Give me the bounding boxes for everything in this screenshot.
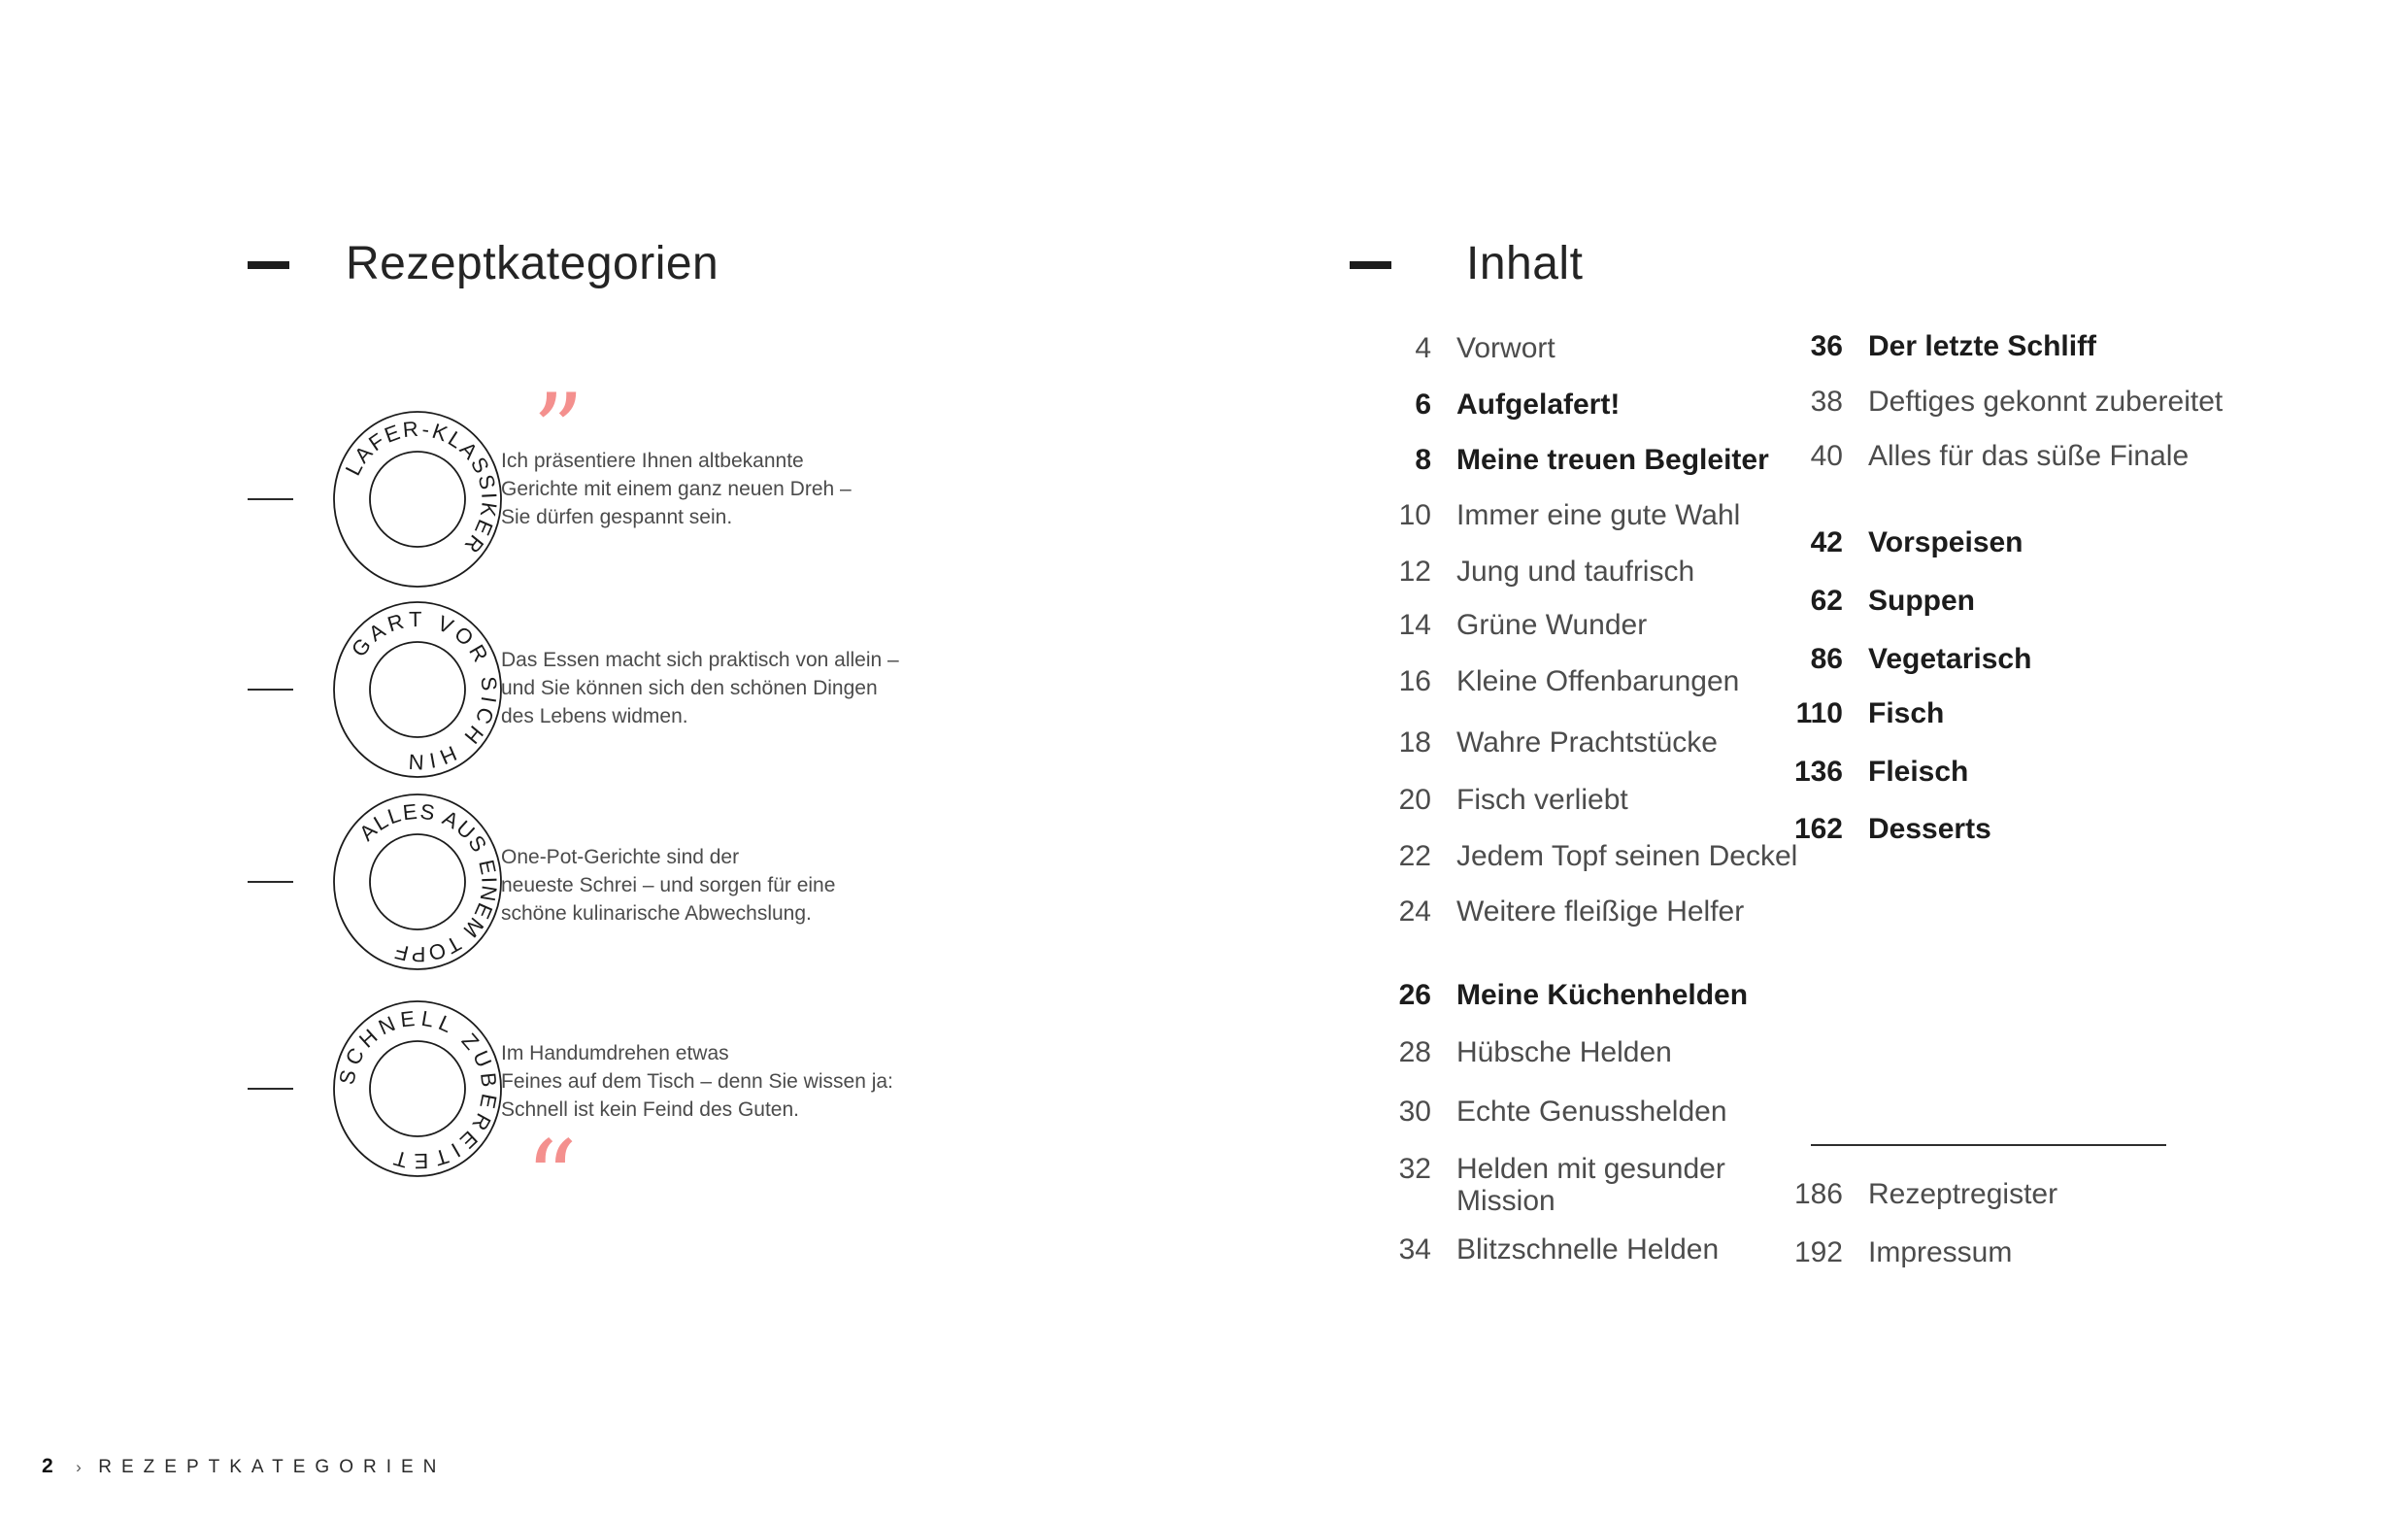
toc-entry: 86 Vegetarisch (1810, 643, 2032, 675)
toc-entry: 186 Rezeptregister (1793, 1178, 2058, 1210)
badge-rule-3 (248, 881, 293, 883)
toc-entry: 16 Kleine Offenbarungen (1398, 665, 1740, 697)
toc-entry: 18 Wahre Prachtstücke (1398, 726, 1718, 759)
toc-entry: 8 Meine treuen Begleiter (1415, 444, 1769, 476)
page-footer (42, 1455, 446, 1478)
toc-entry: 36 Der letzte Schliff (1810, 330, 2097, 362)
toc-divider-line (1811, 1144, 2166, 1146)
badge-ring-text: GART VOR SICH HIN (346, 606, 502, 775)
toc-entry: 22 Jedem Topf seinen Deckel (1398, 840, 1798, 872)
toc-entry: 26 Meine Küchenhelden (1398, 979, 1749, 1011)
toc-entry: 62 Suppen (1810, 585, 1975, 617)
badge-rule-1 (248, 498, 293, 500)
right-page-title: Inhalt (1466, 238, 1584, 289)
toc-entry: 24 Weitere fleißige Helfer (1398, 895, 1745, 928)
toc-entry: 162 Desserts (1793, 813, 1991, 845)
toc-entry: 42 Vorspeisen (1810, 526, 2023, 558)
toc-entry: 28 Hübsche Helden (1398, 1036, 1672, 1068)
badge-ring-text: SCHNELL ZUBEREITET (334, 1005, 502, 1174)
toc-entry: 14 Grüne Wunder (1398, 609, 1648, 641)
category-description-1: Ich präsentiere Ihnen altbekannte Gerichte mit einem ganz neuen Dreh – Sie dürfen gespannt sein. (501, 450, 852, 528)
left-page-title: Rezeptkategorien (346, 238, 719, 289)
toc-entry: 110 Fisch (1795, 697, 1945, 729)
toc-entry: 30 Echte Genusshelden (1398, 1096, 1727, 1128)
toc-entry: 32 Helden mit gesunder Mission (1398, 1153, 1725, 1217)
badge-inner-ring (370, 1041, 465, 1136)
category-description-2: Das Essen macht sich praktisch von allein – und Sie können sich den schönen Dingen des Lebens widmen. (501, 649, 899, 727)
badge-rule-4 (248, 1088, 293, 1090)
badge-ring-text: LAFER-KLASSIKER (340, 416, 502, 559)
left-title-dash (248, 261, 289, 269)
closing-quote-icon: ” (532, 372, 585, 490)
badge-rule-2 (248, 689, 293, 691)
category-badge-gart-vor-sich-hin (320, 592, 515, 787)
footer-section-label: REZEPTKATEGORIEN (98, 1457, 447, 1477)
toc-entry: 4 Vorwort (1415, 332, 1555, 364)
toc-column-right (1765, 0, 2348, 1360)
category-badge-schnell-zubereitet (320, 992, 515, 1186)
category-description-3: One-Pot-Gerichte sind der neueste Schrei – und sorgen für eine schöne kulinarische Abwechslung. (501, 846, 836, 925)
page-number: 2 (42, 1455, 53, 1477)
toc-entry: 12 Jung und taufrisch (1398, 556, 1695, 588)
toc-entry: 6 Aufgelafert! (1415, 388, 1621, 421)
toc-entry: 20 Fisch verliebt (1398, 784, 1628, 816)
badge-inner-ring (370, 452, 465, 547)
footer-separator: › (76, 1458, 82, 1476)
badge-inner-ring (370, 642, 465, 737)
toc-entry: 136 Fleisch (1793, 756, 1969, 788)
badge-ring-text: ALLES AUS EINEM TOPF (354, 798, 502, 967)
category-badge-alles-aus-einem-topf (320, 785, 515, 979)
category-badge-lafer-klassiker (320, 402, 515, 596)
opening-quote-icon: “ (525, 1119, 578, 1237)
toc-entry: 10 Immer eine gute Wahl (1398, 499, 1741, 531)
toc-entry: 40 Alles für das süße Finale (1810, 440, 2190, 472)
category-description-4: Im Handumdrehen etwas Feines auf dem Tisch – denn Sie wissen ja: Schnell ist kein Feind des Guten. (501, 1042, 893, 1121)
toc-entry: 192 Impressum (1793, 1236, 2013, 1268)
toc-entry: 34 Blitzschnelle Helden (1398, 1233, 1720, 1266)
badge-inner-ring (370, 834, 465, 929)
toc-entry: 38 Deftiges gekonnt zubereitet (1810, 386, 2224, 418)
